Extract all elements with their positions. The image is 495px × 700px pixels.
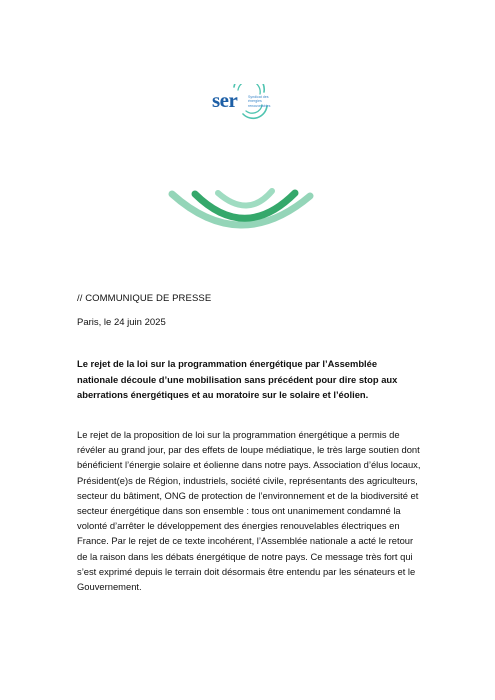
ser-logo bbox=[212, 84, 272, 120]
body-paragraph: Le rejet de la proposition de loi sur la programmation énergétique a permis de révéler au grand jour, par des effets de loupe médiatique, le très large soutien dont bénéficient l’énergie solaire et éolienne dans notre pays. Association d’élus locaux, Président(e)s de Région, industriels, société civile, représentants des agriculteurs, secteur du bâtiment, ONG de protection de l’environnement et de la biodiversité et secteur énergétique dans son ensemble : tous ont unanimement condamné la volonté d’arrêter le développement des énergies renouvelables électriques en France. Par le rejet de ce texte incohérent, l’Assemblée nationale a acté le retour de la raison dans les débats énergétique de notre pays. Ce message très fort qui s’est exprimé depuis le terrain doit désormais être entendu par les sénateurs et le Gouvernement. bbox=[77, 429, 421, 593]
logo-wordmark: ser bbox=[212, 88, 238, 112]
release-date: Paris, le 24 juin 2025 bbox=[77, 317, 166, 328]
press-release-label: // COMMUNIQUE DE PRESSE bbox=[77, 293, 212, 304]
logo-tagline: Syndicat des énergies renouvelables bbox=[248, 95, 271, 108]
decorative-arcs-icon bbox=[160, 185, 330, 245]
lead-paragraph: Le rejet de la loi sur la programmation énergétique par l’Assemblée nationale découle d’une mobilisation sans précédent pour dire stop aux aberrations énergétiques et au moratoire sur le solaire et l’éolien. bbox=[77, 358, 398, 400]
